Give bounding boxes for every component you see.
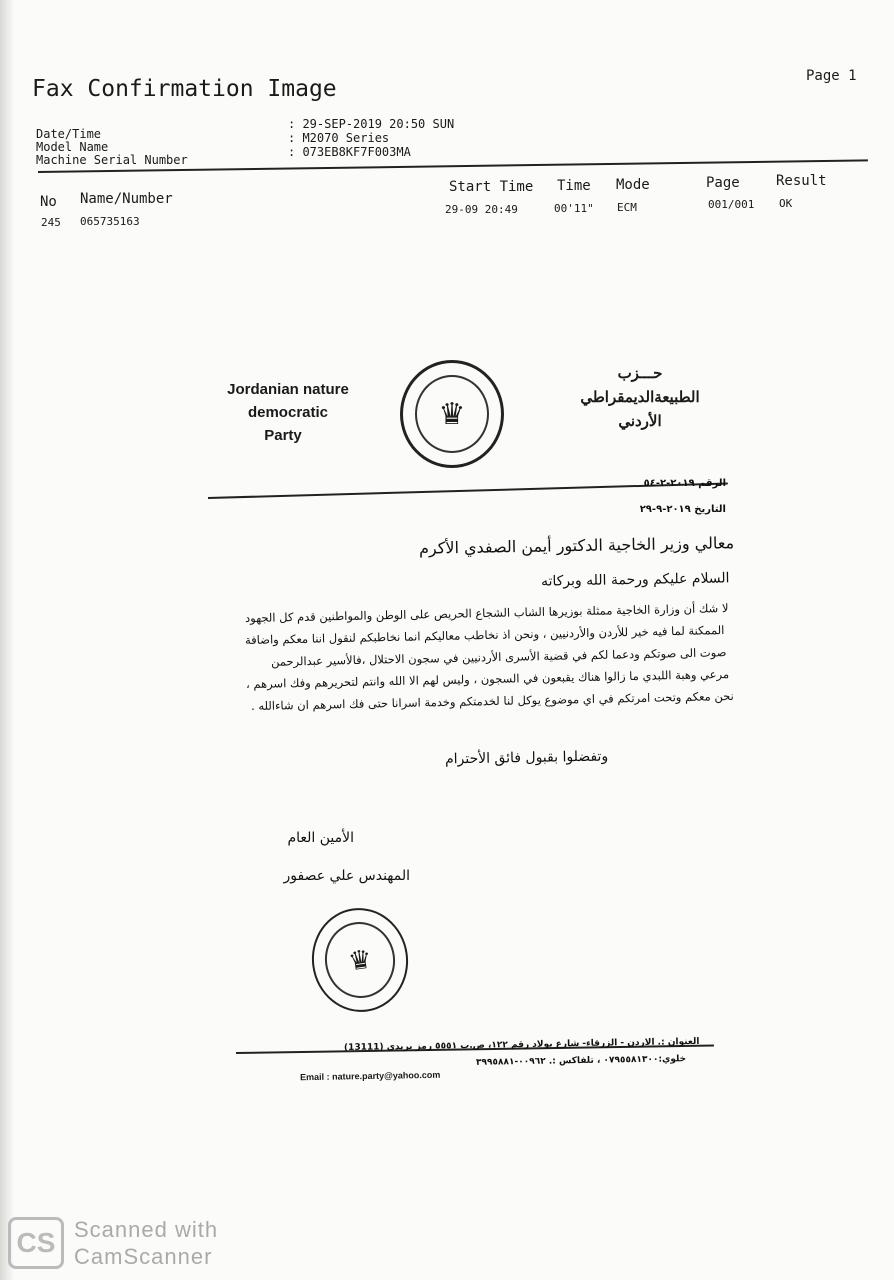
camscanner-watermark [8, 1216, 218, 1270]
camscanner-logo: CS [8, 1217, 64, 1269]
meta-value-model: : M2070 Series [288, 131, 390, 145]
meta-value-serial: : 073EB8KF7F003MA [288, 145, 411, 159]
body-line-2: الممكنة لما فيه خير للأردن والأردنيين ، ونحن اذ نخاطب معاليكم انما نخاطبكم لنقول اننا معكم واضافة [244, 622, 725, 648]
body-line-5: نحن معكم وتحت امرتكم في اي موضوع يوكل لنا لخدمتكم وخدمة اسرانا حتى فك اسرهم ان شاءالله . [251, 688, 735, 714]
footer-phones: خلوي:٠٧٩٥٥٨١٣٠٠ ، تلفاكس :. ٠٠٩٦٢-٣٩٩٥٨٨١ [475, 1054, 687, 1068]
meta-label-serial: Machine Serial Number [36, 153, 188, 167]
arabic-line-3: الأردني [618, 413, 662, 430]
col-time: Time [557, 178, 591, 194]
footer-address: العنوان :. الاردن - الزرقاء- شارع بولاد رقم ١٢٢، ص.ب ٥٥٥١ رمز بريدي (13111) [343, 1036, 700, 1054]
col-start: Start Time [449, 179, 534, 195]
row-name: 065735163 [80, 215, 140, 228]
stamp-crown-icon: ♛ [320, 917, 400, 1002]
row-result: OK [779, 197, 793, 210]
body-line-4: مرعي وهبة اللبدي ما زالوا هناك يقبعون في السجون ، وليس لهم الا الله وانتم لتحريرهم وفك اسرهم ، [245, 666, 730, 692]
scan-edge-shadow [0, 0, 14, 1280]
party-logo-seal [400, 360, 504, 468]
addressee: معالي وزير الخاجية الدكتور أيمن الصفدي الأكرم [418, 533, 735, 558]
footer-email: Email : nature.party@yahoo.com [299, 1069, 441, 1083]
meta-label-datetime: Date/Time [36, 127, 102, 141]
col-name: Name/Number [80, 191, 173, 207]
col-mode: Mode [616, 177, 650, 193]
english-line-3: Party [264, 427, 302, 444]
body-line-3: صوت الى صوتكم ودعما لكم في قضية الأسرى الأردنيين في سجون الاحتلال ،فالأسير عبدالرحمن [270, 645, 727, 669]
fax-page: Page 1 [806, 68, 857, 84]
signer-title: الأمين العام [287, 830, 354, 846]
meta-label-model: Model Name [36, 140, 109, 154]
arabic-line-2: الطبيعةالديمقراطي [580, 389, 700, 406]
english-line-1: Jordanian nature [227, 381, 349, 398]
arabic-line-1: حـــزب [617, 365, 663, 382]
row-mode: ECM [617, 201, 637, 214]
letterhead-arabic [560, 362, 720, 434]
letter-date: التاريخ ٢٠١٩-٩-٢٩ [639, 504, 726, 515]
english-line-2: democratic [247, 404, 329, 421]
row-page: 001/001 [708, 198, 755, 211]
body-line-1: لا شك أن وزارة الخاجية ممثلة بوزيرها الشاب الشجاع الحريص على الوطن والمواطنين قدم كل الجهود [244, 600, 729, 626]
crown-book-icon: ♛ [415, 375, 489, 453]
row-time: 00'11" [554, 202, 594, 215]
reference-number: الرقم ٢٠١٩-٢-٥٤ [643, 478, 726, 489]
signer-name: المهندس علي عصفور [283, 868, 410, 884]
col-page: Page [706, 175, 740, 191]
row-no: 245 [41, 216, 61, 229]
letterhead-english [218, 378, 358, 447]
watermark-line-1: Scanned with [74, 1217, 219, 1242]
watermark-line-2: CamScanner [74, 1244, 213, 1269]
meta-value-datetime: : 29-SEP-2019 20:50 SUN [288, 117, 455, 131]
greeting: السلام عليكم ورحمة الله وبركاته [541, 570, 731, 590]
signature-stamp [305, 902, 415, 1018]
fax-title: Fax Confirmation Image [32, 76, 337, 102]
col-no: No [40, 194, 57, 210]
col-result: Result [776, 173, 827, 189]
row-start: 29-09 20:49 [445, 203, 518, 216]
closing: وتفضلوا بقبول فائق الأحترام [444, 748, 609, 768]
